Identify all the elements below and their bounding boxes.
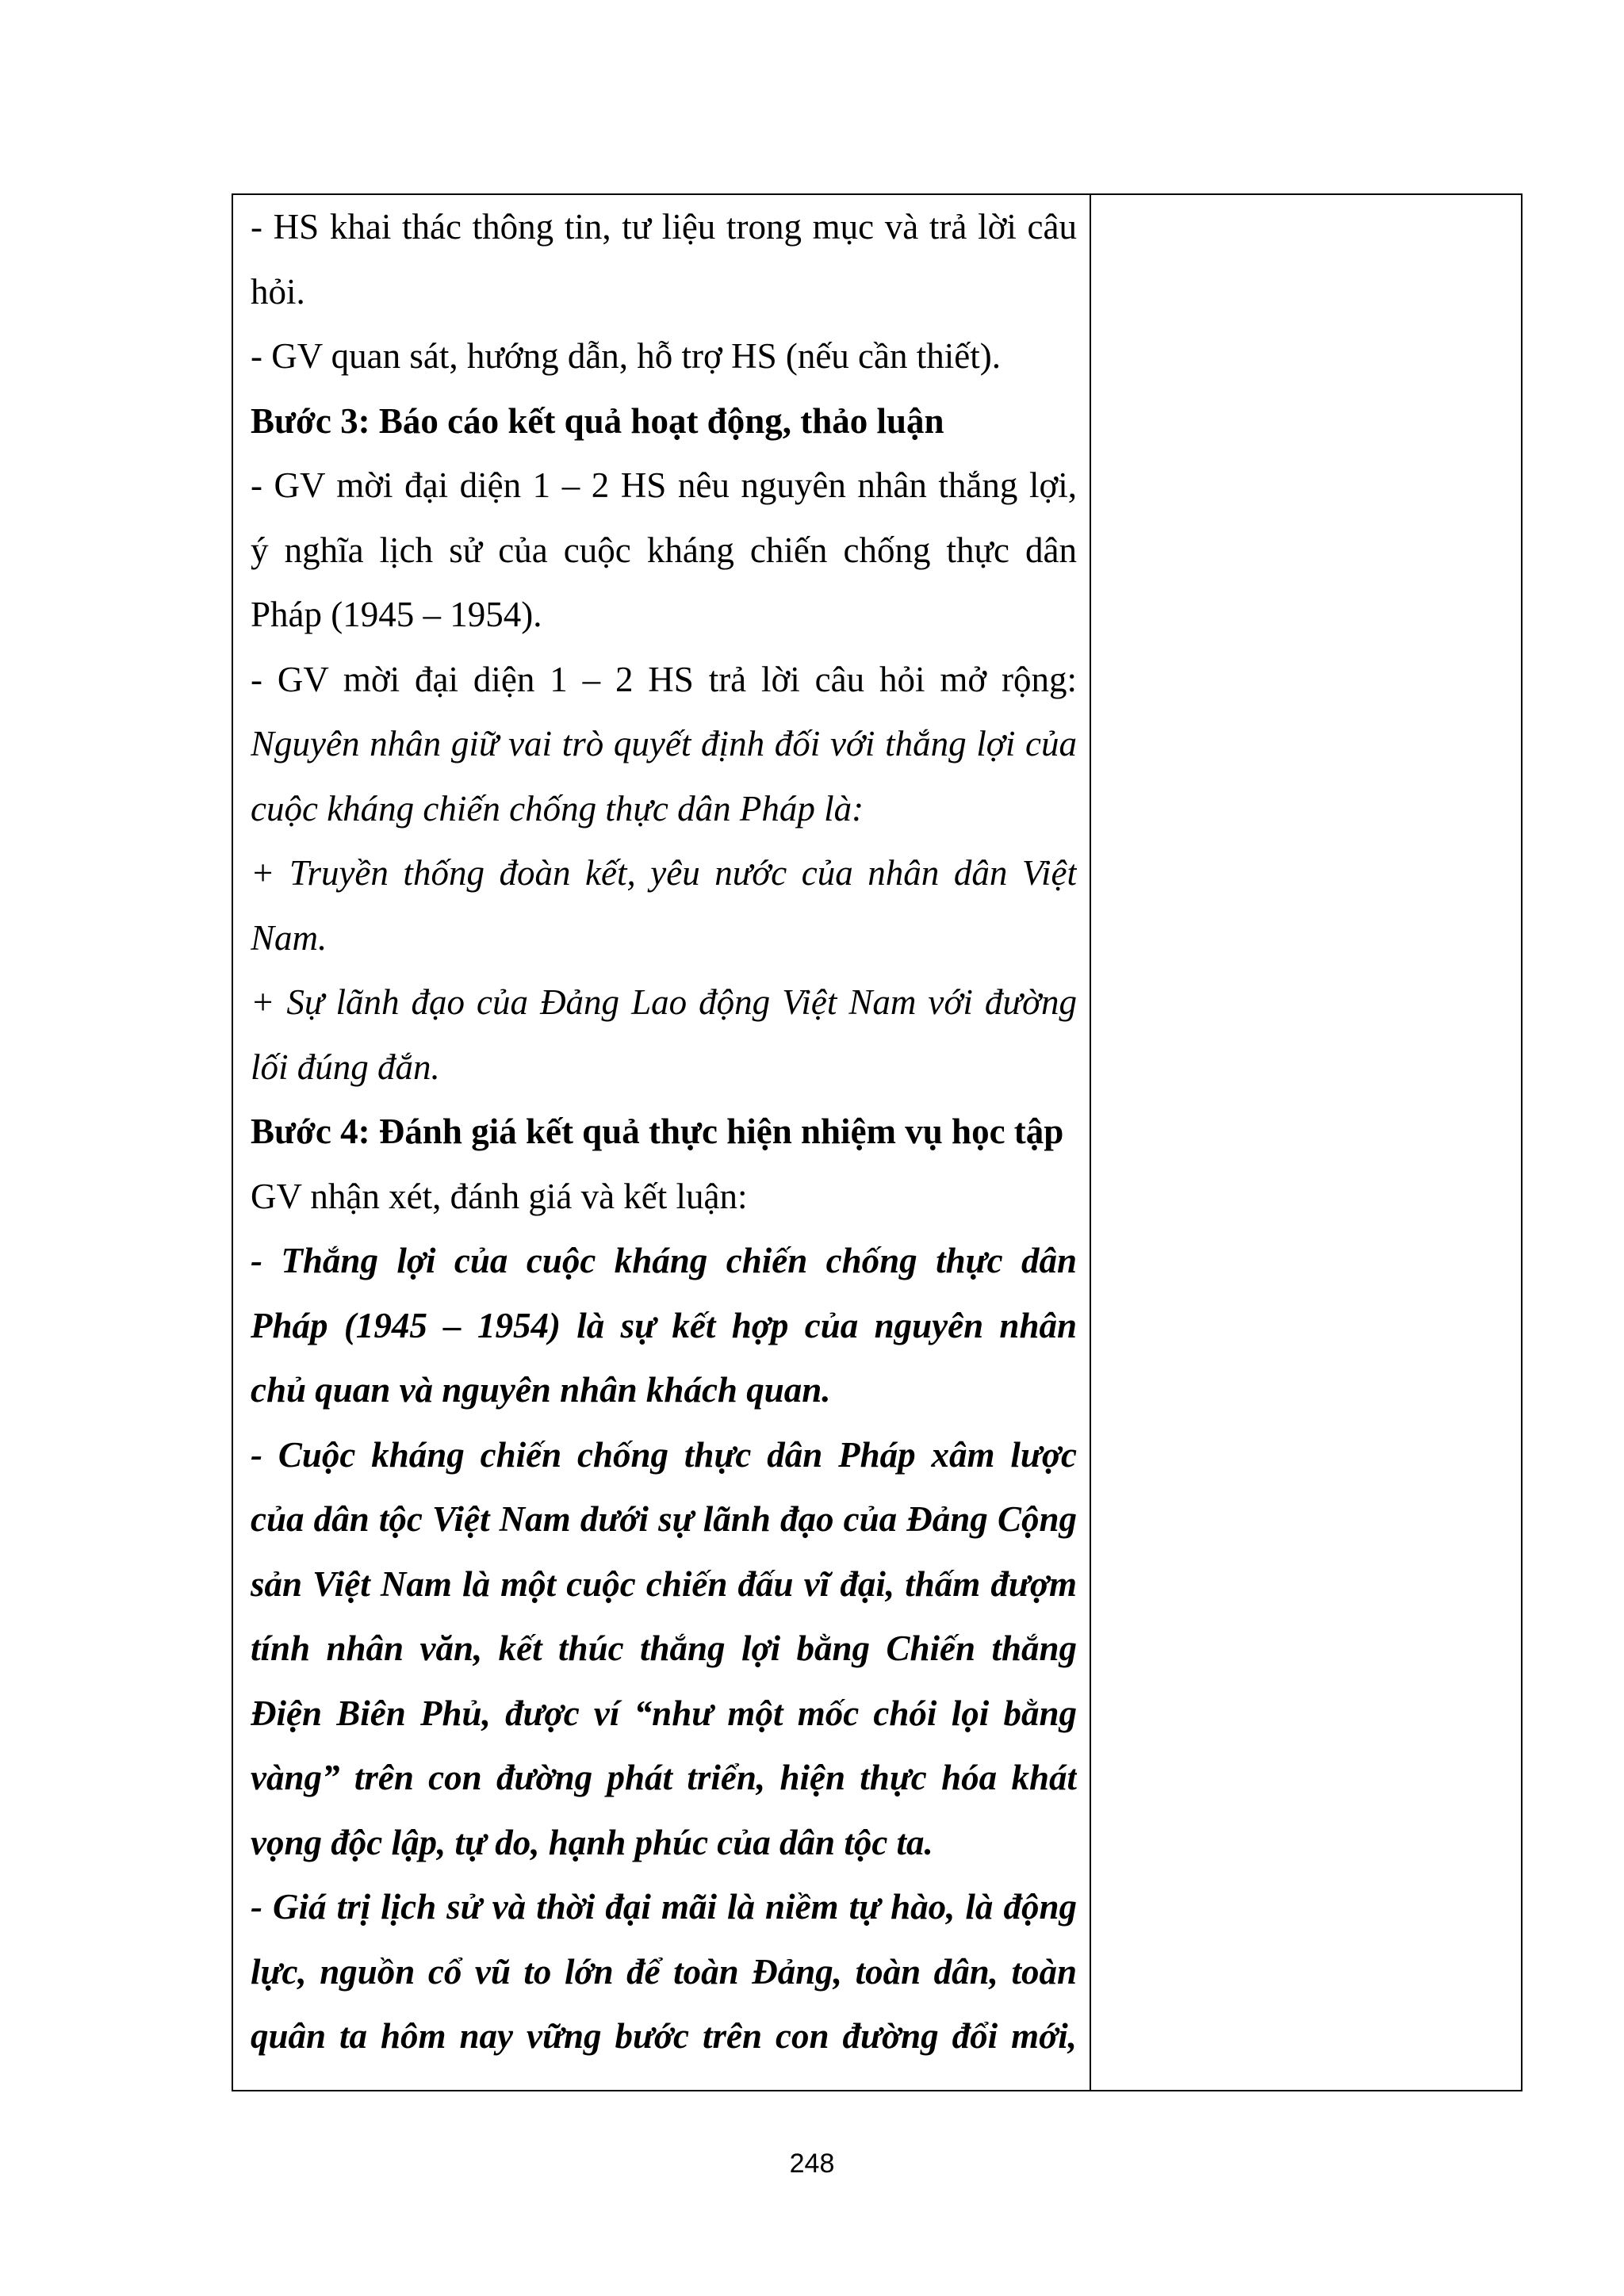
text-line: hỏi. bbox=[251, 271, 305, 312]
conclusion-line: Pháp (1945 – 1954) là sự kết hợp của nguyên nhân bbox=[251, 1305, 1077, 1345]
conclusion-line: - Thắng lợi của cuộc kháng chiến chống thực dân bbox=[251, 1241, 1077, 1280]
conclusion-line: quân ta hôm nay vững bước trên con đường đổi mới, bbox=[251, 2016, 1077, 2056]
text-line: lối đúng đắn. bbox=[251, 1047, 440, 1087]
activity-column bbox=[233, 195, 1091, 2090]
step-heading: Bước 3: Báo cáo kết quả hoạt động, thảo luận bbox=[251, 400, 944, 441]
text-line: ý nghĩa lịch sử của cuộc kháng chiến chống thực dân bbox=[251, 530, 1077, 570]
text-line: + Truyền thống đoàn kết, yêu nước của nhân dân Việt bbox=[251, 853, 1077, 893]
text-line: - GV mời đại diện 1 – 2 HS trả lời câu hỏi mở rộng: bbox=[251, 659, 1077, 699]
text-line: Nguyên nhân giữ vai trò quyết định đối với thắng lợi của bbox=[251, 724, 1077, 763]
conclusion-line: sản Việt Nam là một cuộc chiến đấu vĩ đại, thấm đượm bbox=[251, 1563, 1077, 1604]
conclusion-line: lực, nguồn cổ vũ to lớn để toàn Đảng, toàn dân, toàn bbox=[251, 1951, 1077, 1992]
conclusion-line: - Cuộc kháng chiến chống thực dân Pháp xâm lược bbox=[251, 1434, 1077, 1475]
conclusion-line: của dân tộc Việt Nam dưới sự lãnh đạo của Đảng Cộng bbox=[251, 1499, 1077, 1539]
page-number: 248 bbox=[789, 2149, 835, 2179]
step-heading: Bước 4: Đánh giá kết quả thực hiện nhiệm vụ học tập bbox=[251, 1112, 1064, 1151]
text-line: - GV quan sát, hướng dẫn, hỗ trợ HS (nếu cần thiết). bbox=[251, 336, 1001, 376]
lesson-table bbox=[232, 193, 1522, 2091]
text-line: Nam. bbox=[251, 917, 327, 958]
text-line: GV nhận xét, đánh giá và kết luận: bbox=[251, 1176, 748, 1216]
conclusion-line: - Giá trị lịch sử và thời đại mãi là niềm tự hào, là động bbox=[251, 1887, 1077, 1927]
text-line: Pháp (1945 – 1954). bbox=[251, 595, 542, 634]
conclusion-line: chủ quan và nguyên nhân khách quan. bbox=[251, 1370, 831, 1410]
text-line: - GV mời đại diện 1 – 2 HS nêu nguyên nhân thắng lợi, bbox=[251, 465, 1077, 505]
conclusion-line: vọng độc lập, tự do, hạnh phúc của dân tộc ta. bbox=[251, 1822, 933, 1862]
conclusion-line: vàng” trên con đường phát triển, hiện thực hóa khát bbox=[251, 1758, 1077, 1797]
text-line: + Sự lãnh đạo của Đảng Lao động Việt Nam với đường bbox=[251, 982, 1077, 1022]
notes-column bbox=[1091, 195, 1521, 2090]
text-line: cuộc kháng chiến chống thực dân Pháp là: bbox=[251, 788, 864, 828]
conclusion-line: tính nhân văn, kết thúc thắng lợi bằng Chiến thắng bbox=[251, 1628, 1077, 1668]
conclusion-line: Điện Biên Phủ, được ví “như một mốc chói lọi bằng bbox=[251, 1693, 1077, 1733]
text-line: - HS khai thác thông tin, tư liệu trong mục và trả lời câu bbox=[251, 207, 1077, 247]
